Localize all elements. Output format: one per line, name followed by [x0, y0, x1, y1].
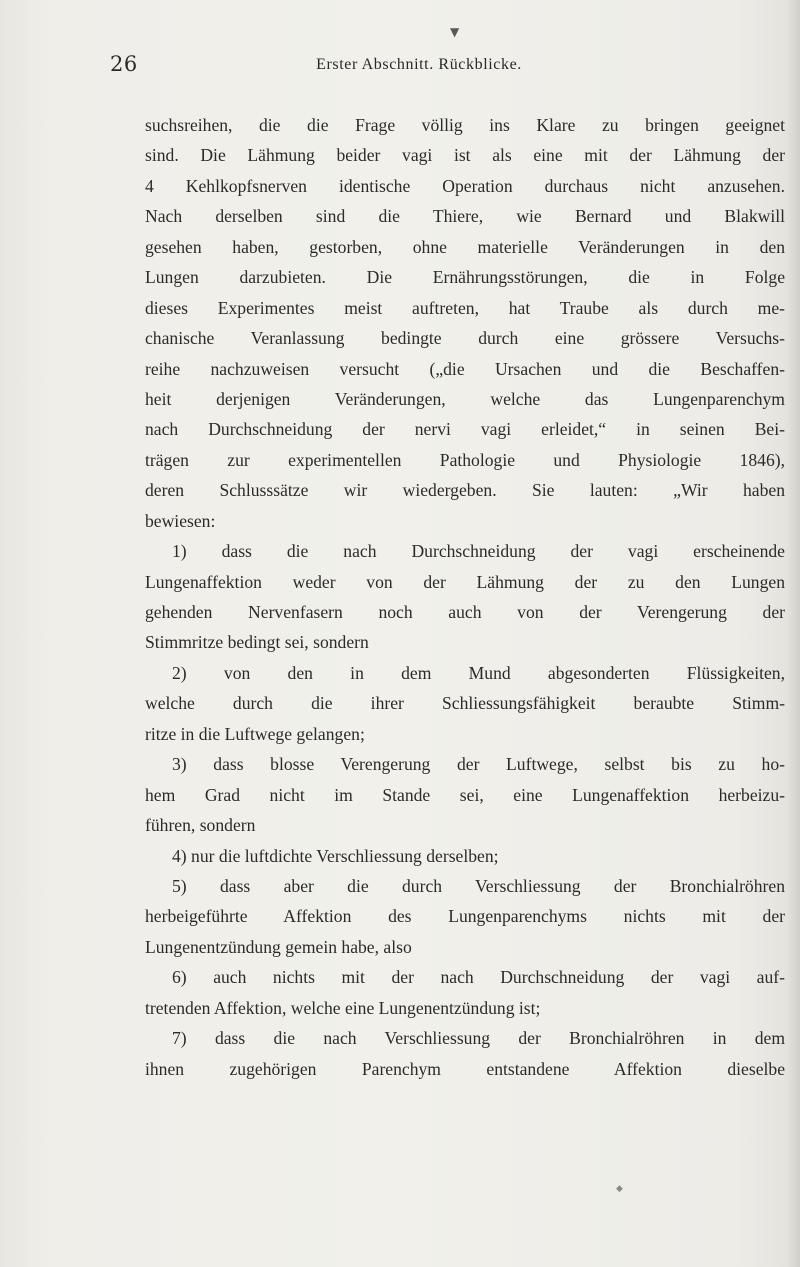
text-line: gehenden Nervenfasern noch auch von der Verengerung der	[145, 602, 785, 622]
print-speck-ornament: ▼	[450, 25, 460, 39]
text-line: tretenden Affektion, welche eine Lungenentzündung ist;	[145, 997, 541, 1018]
text-line: sind. Die Lähmung beider vagi ist als eine mit der Lähmung der	[145, 145, 785, 166]
list-item-line: 6) auch nichts mit der nach Durchschneidung der vagi auf-	[172, 967, 785, 988]
text-line: suchsreihen, die die Frage völlig ins Klare zu bringen geeignet	[145, 115, 785, 135]
text-line: Nach derselben sind die Thiere, wie Bernard und Blakwill	[145, 206, 785, 227]
print-speck: ◆	[616, 1184, 623, 1194]
text-line: hem Grad nicht im Stande sei, eine Lungenaffektion herbeizu-	[145, 784, 785, 805]
text-line: ihnen zugehörigen Parenchym entstandene Affektion dieselbe	[145, 1058, 785, 1079]
text-line: Lungenaffektion weder von der Lähmung der zu den Lungen	[145, 571, 785, 592]
list-item-line: 5) dass aber die durch Verschliessung der Bronchialröhren	[172, 875, 785, 896]
text-line: ritze in die Luftwege gelangen;	[145, 723, 365, 744]
text-line: trägen zur experimentellen Pathologie und Physiologie 1846),	[145, 449, 785, 470]
list-item-line: 7) dass die nach Verschliessung der Bronchialröhren in dem	[172, 1028, 785, 1049]
text-line: gesehen haben, gestorben, ohne materielle Veränderungen in den	[145, 236, 785, 257]
page-header	[110, 52, 688, 80]
text-line: Lungenentzündung gemein habe, also	[145, 936, 412, 957]
list-item-line: 3) dass blosse Verengerung der Luftwege, selbst bis zu ho-	[172, 754, 785, 775]
page-edge-shadow	[786, 0, 800, 1267]
list-item-line: 1) dass die nach Durchschneidung der vagi erscheinende	[172, 541, 785, 562]
text-line: 4 Kehlkopfsnerven identische Operation durchaus nicht anzusehen.	[145, 175, 785, 196]
text-line: Lungen darzubieten. Die Ernährungsstörungen, die in Folge	[145, 267, 785, 288]
text-line: dieses Experimentes meist auftreten, hat Traube als durch me-	[145, 297, 785, 318]
text-line: Stimmritze bedingt sei, sondern	[145, 632, 369, 653]
text-line: heit derjenigen Veränderungen, welche das Lungenparenchym	[145, 388, 785, 409]
list-item-line: 2) von den in dem Mund abgesonderten Flüssigkeiten,	[172, 662, 785, 683]
page-number: 26	[110, 52, 138, 76]
text-line: bewiesen:	[145, 510, 216, 531]
list-item-line: 4) nur die luftdichte Verschliessung derselben;	[172, 845, 499, 866]
text-line: reihe nachzuweisen versucht („die Ursachen und die Beschaffen-	[145, 358, 785, 379]
text-line: chanische Veranlassung bedingte durch eine grössere Versuchs-	[145, 328, 785, 349]
text-line: welche durch die ihrer Schliessungsfähigkeit beraubte Stimm-	[145, 693, 785, 714]
body-text	[145, 110, 785, 1084]
text-line: nach Durchschneidung der nervi vagi erleidet,“ in seinen Bei-	[145, 419, 785, 440]
text-line: führen, sondern	[145, 815, 256, 836]
running-head: Erster Abschnitt. Rückblicke.	[316, 56, 522, 73]
text-line: herbeigeführte Affektion des Lungenparenchyms nichts mit der	[145, 906, 785, 927]
text-line: deren Schlusssätze wir wiedergeben. Sie lauten: „Wir haben	[145, 480, 785, 501]
